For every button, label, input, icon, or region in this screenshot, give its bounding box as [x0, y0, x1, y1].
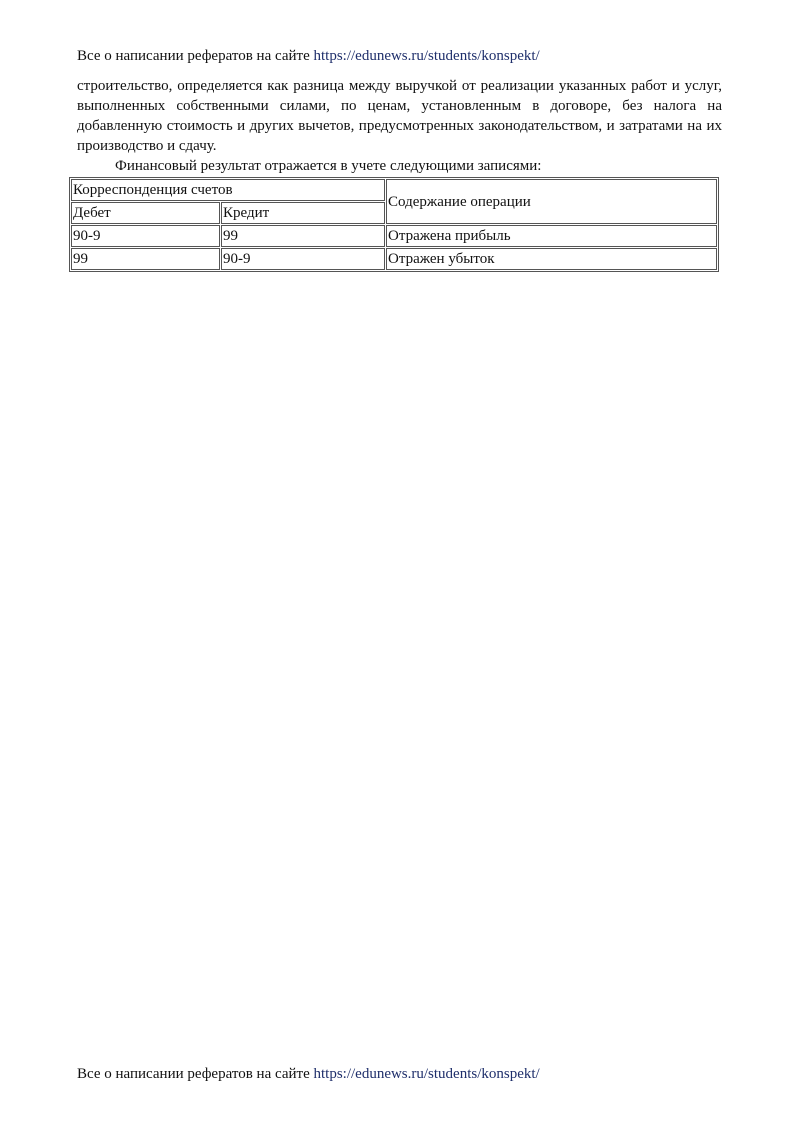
- header-content: Содержание операции: [386, 179, 717, 224]
- header-credit: Кредит: [221, 202, 385, 224]
- page-header: [77, 48, 540, 65]
- table-header-row: [71, 179, 717, 201]
- cell-credit: 99: [221, 225, 385, 247]
- accounting-table: [69, 177, 719, 272]
- body-paragraph: строительство, определяется как разница между выручкой от реализации указанных работ и услуг, выполненных собственными силами, по ценам, установленным в договоре, без налога на добавленную стоимость и других вычетов, предусмотренных законодательством, и затратами на их производство и сдачу.: [77, 78, 722, 154]
- header-correspondence: Корреспонденция счетов: [71, 179, 385, 201]
- cell-debit: 90-9: [71, 225, 220, 247]
- cell-debit: 99: [71, 248, 220, 270]
- table-intro: Финансовый результат отражается в учете следующими записями:: [115, 158, 542, 174]
- header-link[interactable]: https://edunews.ru/students/konspekt/: [313, 48, 540, 64]
- cell-content: Отражена прибыль: [386, 225, 717, 247]
- cell-content: Отражен убыток: [386, 248, 717, 270]
- cell-credit: 90-9: [221, 248, 385, 270]
- table-row: [71, 225, 717, 247]
- header-debit: Дебет: [71, 202, 220, 224]
- footer-link[interactable]: https://edunews.ru/students/konspekt/: [313, 1066, 540, 1082]
- header-text: Все о написании рефератов на сайте: [77, 48, 314, 64]
- footer-text: Все о написании рефератов на сайте: [77, 1066, 314, 1082]
- page-footer: [77, 1066, 540, 1083]
- table-row: [71, 248, 717, 270]
